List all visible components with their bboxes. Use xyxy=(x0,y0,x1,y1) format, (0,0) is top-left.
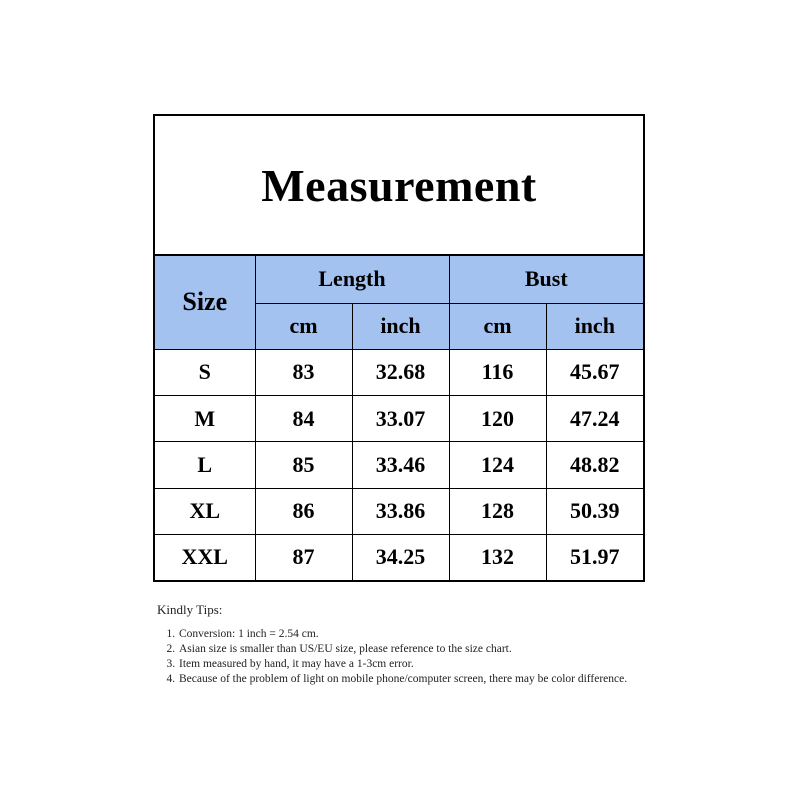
unit-header-length-inch: inch xyxy=(352,303,449,349)
chart-title: Measurement xyxy=(261,159,537,211)
tip-item: 4. Because of the problem of light on mobile phone/computer screen, there may be color difference. xyxy=(178,672,657,687)
size-cell: M xyxy=(155,395,255,441)
bust-inch-cell: 47.24 xyxy=(546,395,643,441)
table-row xyxy=(155,395,643,441)
bust-inch-cell: 50.39 xyxy=(546,488,643,534)
length-inch-cell: 33.07 xyxy=(352,395,449,441)
length-inch-cell: 33.46 xyxy=(352,442,449,488)
bust-cm-cell: 120 xyxy=(449,395,546,441)
unit-header-bust-inch: inch xyxy=(546,303,643,349)
length-cm-cell: 86 xyxy=(255,488,352,534)
unit-header-length-cm: cm xyxy=(255,303,352,349)
size-header: Size xyxy=(155,256,255,349)
length-inch-cell: 34.25 xyxy=(352,534,449,580)
tip-item: 3. Item measured by hand, it may have a 1-3cm error. xyxy=(178,657,657,672)
table-row xyxy=(155,349,643,395)
bust-cm-cell: 128 xyxy=(449,488,546,534)
length-cm-cell: 84 xyxy=(255,395,352,441)
size-cell: XXL xyxy=(155,534,255,580)
size-cell: L xyxy=(155,442,255,488)
bust-inch-cell: 48.82 xyxy=(546,442,643,488)
length-cm-cell: 85 xyxy=(255,442,352,488)
tips-list xyxy=(157,627,657,687)
bust-cm-cell: 116 xyxy=(449,349,546,395)
length-inch-cell: 33.86 xyxy=(352,488,449,534)
bust-inch-cell: 51.97 xyxy=(546,534,643,580)
length-cm-cell: 87 xyxy=(255,534,352,580)
title-box xyxy=(155,116,643,256)
kindly-tips xyxy=(157,602,657,687)
tips-heading: Kindly Tips: xyxy=(157,602,223,617)
measurement-table xyxy=(155,256,643,580)
bust-cm-cell: 132 xyxy=(449,534,546,580)
bust-inch-cell: 45.67 xyxy=(546,349,643,395)
tip-item: 1. Conversion: 1 inch = 2.54 cm. xyxy=(178,627,657,642)
tip-item: 2. Asian size is smaller than US/EU size, please reference to the size chart. xyxy=(178,642,657,657)
size-chart xyxy=(153,114,645,582)
table-row xyxy=(155,534,643,580)
length-inch-cell: 32.68 xyxy=(352,349,449,395)
length-cm-cell: 83 xyxy=(255,349,352,395)
bust-header: Bust xyxy=(449,256,643,303)
table-row xyxy=(155,442,643,488)
size-cell: XL xyxy=(155,488,255,534)
length-header: Length xyxy=(255,256,449,303)
unit-header-bust-cm: cm xyxy=(449,303,546,349)
table-row xyxy=(155,488,643,534)
bust-cm-cell: 124 xyxy=(449,442,546,488)
size-cell: S xyxy=(155,349,255,395)
